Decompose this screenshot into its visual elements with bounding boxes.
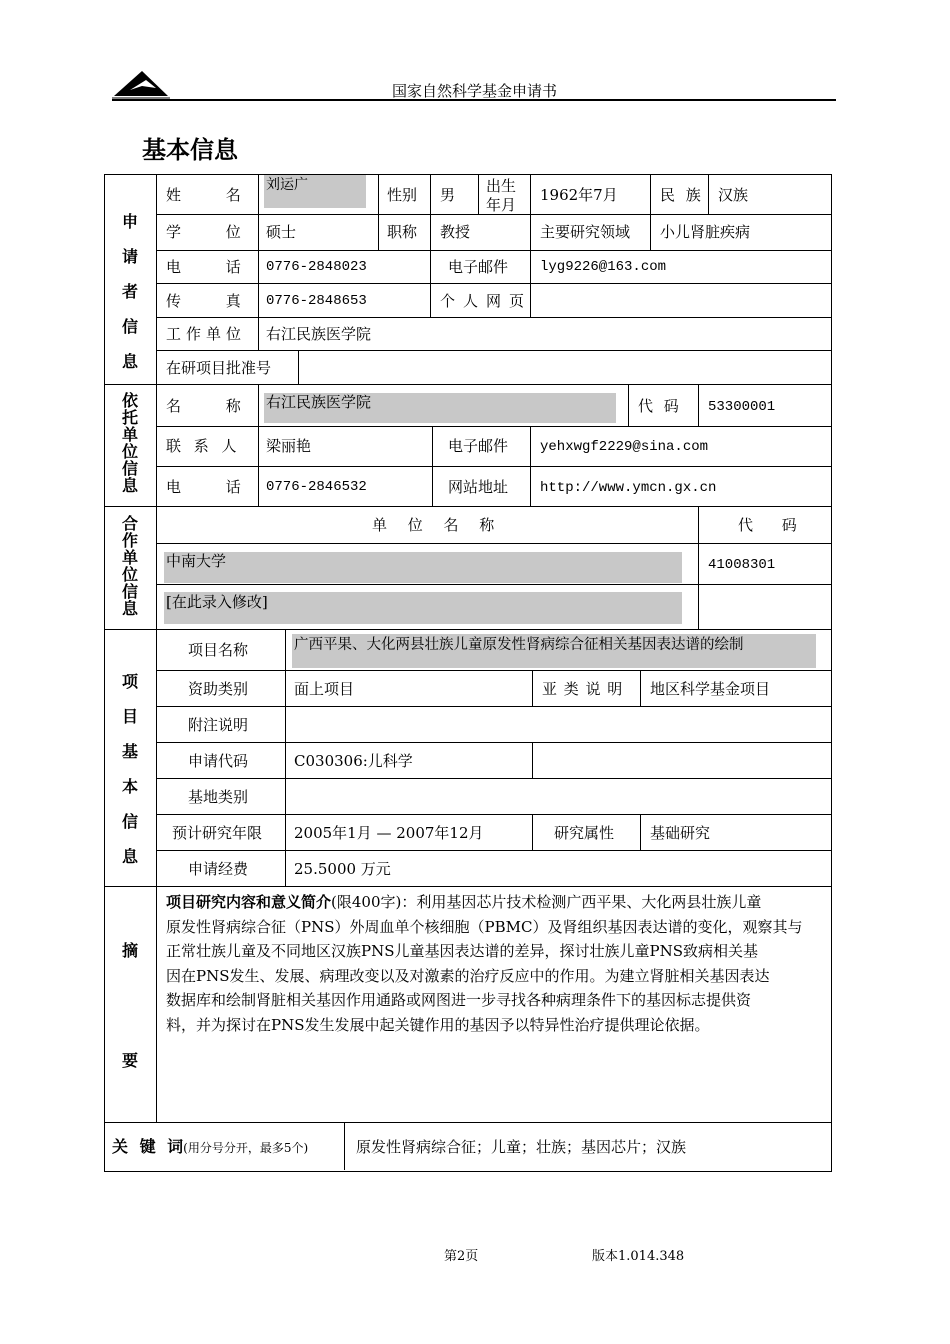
title-label: 职称 (387, 223, 418, 241)
funding-label: 资助类别 (188, 680, 249, 698)
abstract-line-1: 利用基因芯片技术检测广西平果、大化两县壮族儿童 (416, 893, 762, 911)
note-label: 附注说明 (188, 716, 249, 734)
abstract-line-5: 数据库和绘制肾脏相关基因作用通路或网图进一步寻找各种病理条件下的基因标志提供资 (166, 991, 752, 1009)
project-name-value: 广西平果、大化两县壮族儿童原发性肾病综合征相关基因表达谱的绘制 (294, 637, 744, 653)
abstract-heading: 项目研究内容和意义简介 (166, 893, 332, 911)
attr-value: 基础研究 (650, 824, 711, 842)
title-value: 教授 (440, 223, 471, 241)
abstract-line-4: 因在PNS发生、发展、病理改变以及对激素的治疗反应中的作用。为建立肾脏相关基因表达 (166, 966, 770, 985)
funding-value: 面上项目 (294, 680, 355, 698)
degree-value: 硕士 (266, 223, 297, 241)
partner-col-name: 单 位 名 称 (372, 516, 495, 534)
birth-label: 出生年月 (486, 177, 517, 213)
attr-label: 研究属性 (554, 824, 615, 842)
host-site-label: 网站地址 (448, 478, 509, 496)
applicant-section-label: 申请者信息 (121, 212, 138, 371)
host-site-value: http://www.ymcn.gx.cn (540, 480, 717, 496)
ethnic-value: 汉族 (718, 186, 749, 204)
email-label: 电子邮件 (448, 258, 509, 276)
birth-value: 1962年7月 (540, 186, 618, 204)
partner-row-1-name: 中南大学 (166, 552, 227, 570)
employer-value: 右江民族医学院 (266, 325, 372, 343)
host-email-label: 电子邮件 (448, 437, 509, 455)
keywords-hint: (用分号分开，最多5个) (183, 1141, 309, 1155)
email-value: lyg9226@163.com (540, 259, 667, 275)
keywords-label: 关 键 词 (112, 1137, 184, 1156)
budget-value: 25.5000 万元 (294, 860, 391, 878)
budget-label: 申请经费 (188, 860, 249, 878)
host-name-label: 名 称 (166, 397, 241, 415)
abstract-label-bottom: 要 (122, 1051, 139, 1070)
period-label: 预计研究年限 (172, 824, 263, 842)
partner-row-1-field[interactable] (164, 552, 682, 583)
fax-value: 0776-2848653 (266, 293, 367, 309)
apply-code-value: C030306:儿科学 (294, 752, 413, 770)
abstract-body (166, 890, 828, 1037)
period-value: 2005年1月 — 2007年12月 (294, 824, 484, 842)
host-phone-label: 电 话 (166, 478, 241, 496)
fax-label: 传 真 (166, 292, 241, 310)
field-value: 小儿肾脏疾病 (660, 223, 751, 241)
section-title: 基本信息 (142, 136, 238, 164)
host-name-value: 右江民族医学院 (266, 393, 372, 411)
keywords-value: 原发性肾病综合征；儿童；壮族；基因芯片；汉族 (356, 1138, 687, 1156)
applicant-name-value: 刘运广 (266, 177, 308, 193)
field-label: 主要研究领域 (540, 223, 631, 241)
abstract-line-6: 料，并为探讨在PNS发生发展中起关键作用的基因予以特异性治疗提供理论依据。 (166, 1015, 710, 1034)
abstract-label-top: 摘 (122, 941, 139, 960)
applicant-name-label: 姓 名 (166, 186, 241, 204)
project-no-label: 在研项目批准号 (166, 359, 272, 377)
host-code-label: 代 码 (638, 397, 679, 415)
subtype-label: 亚 类 说 明 (542, 680, 623, 698)
host-email-value: yehxwgf2229@sina.com (540, 439, 709, 455)
abstract-line-3: 正常壮族儿童及不同地区汉族PNS儿童基因表达谱的差异，探讨壮族儿童PNS致病相关基 (166, 942, 758, 960)
ethnic-label: 民 族 (660, 186, 701, 204)
subtype-value: 地区科学基金项目 (650, 680, 771, 698)
abstract-limit: (限400字)： (331, 893, 417, 911)
gender-label: 性别 (387, 186, 418, 204)
phone-label: 电 话 (166, 258, 241, 276)
web-label: 个人网页 (440, 292, 533, 310)
header-title: 国家自然科学基金申请书 (392, 82, 558, 100)
mountain-logo-icon (112, 68, 170, 100)
keywords-label-group (112, 1138, 308, 1157)
apply-code-label: 申请代码 (188, 752, 249, 770)
employer-label: 工作单位 (166, 325, 247, 343)
abstract-line-2: 原发性肾病综合征（PNS）外周血单个核细胞（PBMC）及肾组织基因表达谱的变化，观察其与 (166, 917, 803, 936)
project-section-label: 项目基本信息 (121, 672, 138, 866)
base-label: 基地类别 (188, 788, 249, 806)
partner-section-label: 合作单位信息 (121, 514, 138, 618)
host-code-value: 53300001 (708, 399, 776, 415)
degree-label: 学 位 (166, 223, 241, 241)
host-contact-value: 梁丽艳 (266, 437, 312, 455)
partner-row-2-name: [在此录入修改] (166, 593, 268, 611)
gender-value: 男 (440, 186, 456, 204)
footer-version: 版本1.014.348 (592, 1249, 685, 1264)
partner-row-1-code: 41008301 (708, 557, 776, 573)
host-section-label: 依托单位信息 (121, 391, 138, 495)
footer-page: 第2页 (444, 1249, 479, 1264)
partner-col-code: 代 码 (738, 516, 797, 534)
project-name-label: 项目名称 (188, 641, 249, 659)
host-contact-label: 联 系 人 (166, 437, 237, 455)
phone-value: 0776-2848023 (266, 259, 367, 275)
host-phone-value: 0776-2846532 (266, 479, 367, 495)
